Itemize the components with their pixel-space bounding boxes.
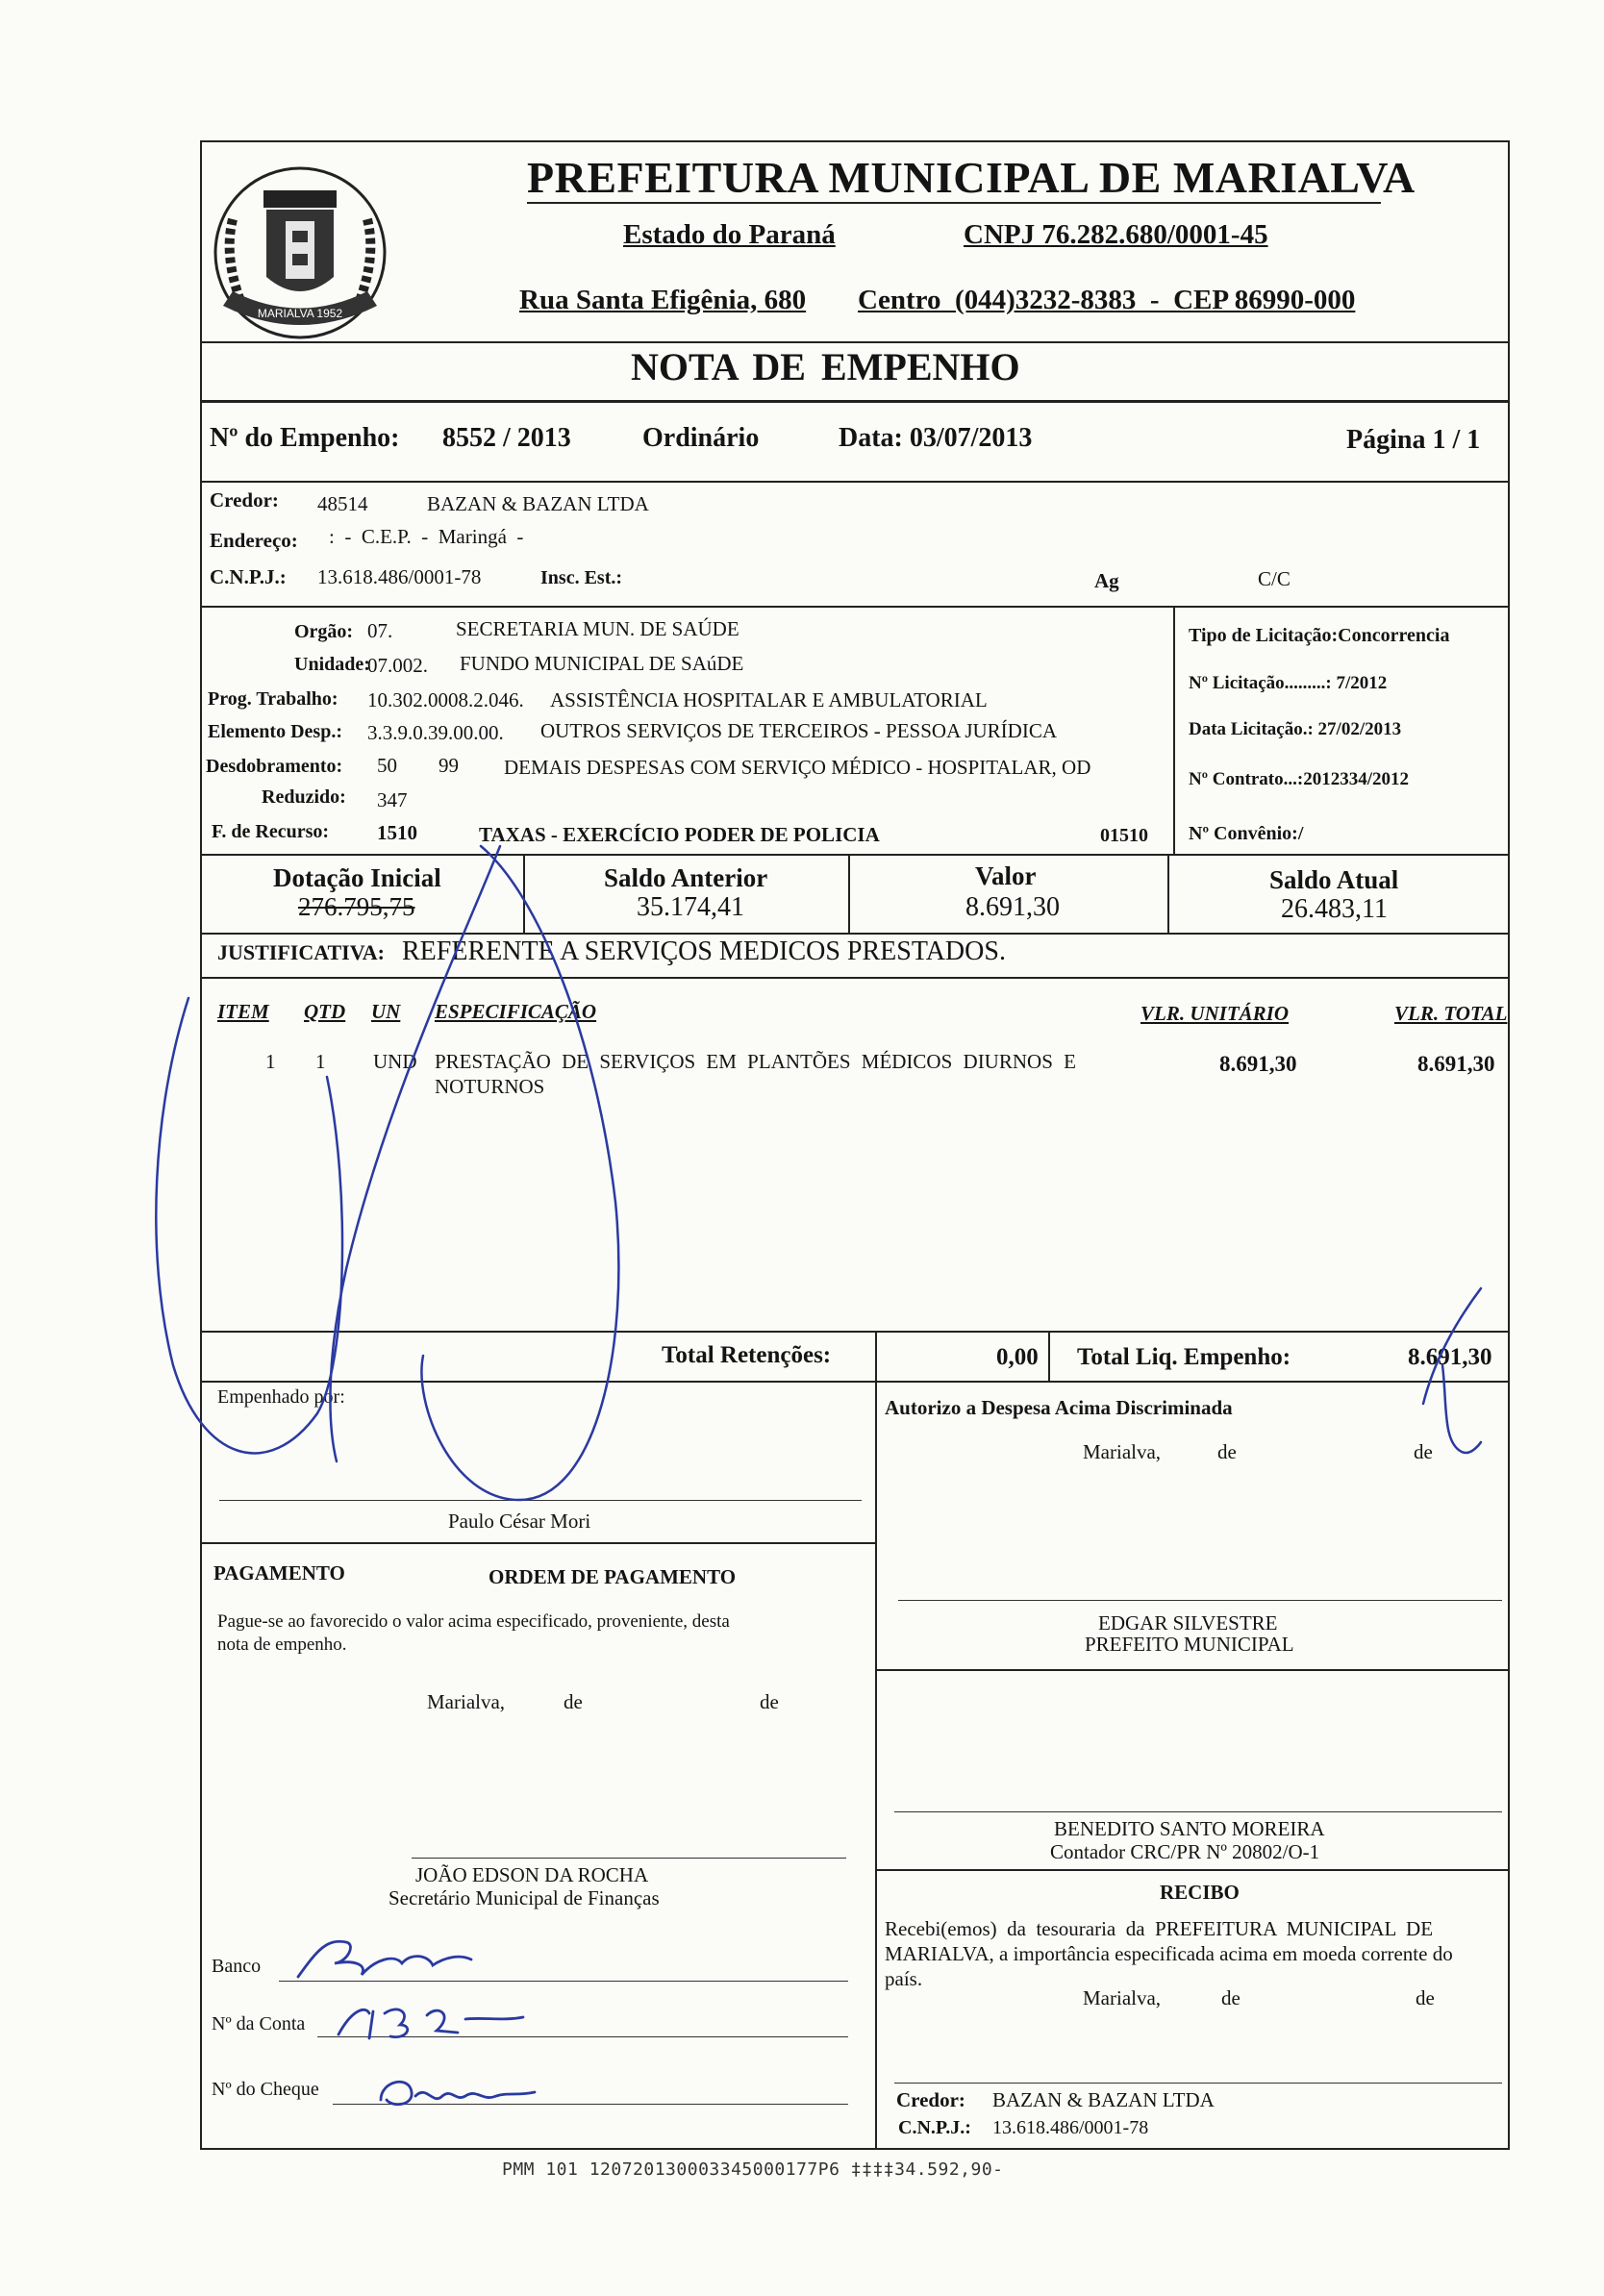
retencoes-label: Total Retenções: <box>662 1342 832 1368</box>
prog-value: 10.302.0008.2.046. <box>367 688 524 711</box>
divider <box>848 854 850 933</box>
signature-line <box>894 1811 1502 1812</box>
col-valor-total: VLR. TOTAL <box>1394 1002 1508 1025</box>
cheque-label: Nº do Cheque <box>212 2079 319 2100</box>
saldo-anterior-label: Saldo Anterior <box>604 863 768 892</box>
credor-name: BAZAN & BAZAN LTDA <box>427 492 649 515</box>
recibo-de-2: de <box>1416 1986 1435 2009</box>
row-item: 1 <box>265 1050 276 1073</box>
signature-line <box>894 2083 1502 2084</box>
liquido-label: Total Liq. Empenho: <box>1077 1344 1291 1370</box>
page-number: Página 1 / 1 <box>1346 425 1481 455</box>
elemento-label: Elemento Desp.: <box>208 721 342 742</box>
recurso-code: 01510 <box>1100 825 1148 846</box>
justificativa-text: REFERENTE A SERVIÇOS MEDICOS PRESTADOS. <box>402 936 1006 966</box>
conta-handwriting <box>331 1992 562 2046</box>
recibo-de-1: de <box>1221 1986 1241 2009</box>
endereco-label: Endereço: <box>210 529 298 552</box>
col-item: ITEM <box>217 1000 269 1023</box>
divider <box>875 1669 1510 1671</box>
elemento-desc: OUTROS SERVIÇOS DE TERCEIROS - PESSOA JURÍDICA <box>540 719 1058 742</box>
divider <box>1167 854 1169 933</box>
orgao-label: Orgão: <box>294 621 354 642</box>
autorizo-place: Marialva, <box>1083 1440 1162 1463</box>
divider <box>200 400 1510 403</box>
divider <box>200 933 1510 935</box>
pagamento-de-1: de <box>564 1690 583 1713</box>
recibo-cnpj: 13.618.486/0001-78 <box>992 2117 1149 2138</box>
divider <box>875 1381 877 1542</box>
doc-title: NOTA DE EMPENHO <box>631 345 1020 388</box>
divider <box>875 1542 877 2150</box>
row-valor-unitario: 8.691,30 <box>1219 1052 1297 1076</box>
retencoes-value: 0,00 <box>996 1344 1039 1370</box>
saldo-atual-value: 26.483,11 <box>1281 894 1388 924</box>
seal-text: MARIALVA 1952 <box>257 307 343 320</box>
conta-label: Nº da Conta <box>212 2013 306 2034</box>
recurso-desc: TAXAS - EXERCÍCIO PODER DE POLICIA <box>479 823 880 846</box>
numero-licitacao: Nº Licitação.........: 7/2012 <box>1189 673 1388 693</box>
prog-label: Prog. Trabalho: <box>208 688 338 710</box>
secretario-role: Secretário Municipal de Finanças <box>388 1886 660 1909</box>
divider <box>200 1542 875 1544</box>
autorizo-de-1: de <box>1217 1440 1237 1463</box>
orgao-value: 07. <box>367 619 393 642</box>
pagamento-text-2: nota de empenho. <box>217 1635 347 1655</box>
prefeito-role: PREFEITO MUNICIPAL <box>1085 1633 1294 1656</box>
address-rest: Centro (044)3232-8383 - CEP 86990-000 <box>858 285 1356 315</box>
divider <box>200 481 1510 483</box>
recibo-title: RECIBO <box>1160 1881 1240 1904</box>
divider <box>875 1331 877 1381</box>
row-valor-total: 8.691,30 <box>1417 1052 1495 1076</box>
recibo-text-3: país. <box>885 1967 923 1990</box>
recibo-text-1: Recebi(emos) da tesouraria da PREFEITURA MUNICIPAL DE <box>885 1917 1434 1940</box>
recibo-place: Marialva, <box>1083 1986 1162 2009</box>
divider <box>523 854 525 933</box>
divider <box>200 341 1510 343</box>
divider <box>1048 1331 1050 1381</box>
data-licitacao: Data Licitação.: 27/02/2013 <box>1189 719 1402 739</box>
cnpj-header: CNPJ 76.282.680/0001-45 <box>964 219 1268 250</box>
cheque-handwriting <box>371 2067 564 2115</box>
elemento-value: 3.3.9.0.39.00.00. <box>367 721 504 744</box>
recibo-text-2: MARIALVA, a importância especificada acima em moeda corrente do <box>885 1942 1453 1965</box>
desdobramento-label: Desdobramento: <box>206 756 343 777</box>
coat-of-arms-seal <box>204 162 396 344</box>
empenho-date: Data: 03/07/2013 <box>839 423 1033 453</box>
dotacao-value: 276.795,75 <box>298 892 415 921</box>
credor-cnpj: 13.618.486/0001-78 <box>317 565 482 588</box>
endereco-value: : - C.E.P. - Maringá - <box>329 525 524 548</box>
municipality-title: PREFEITURA MUNICIPAL DE MARIALVA <box>527 153 1416 202</box>
row-especificacao-1: PRESTAÇÃO DE SERVIÇOS EM PLANTÕES MÉDICOS DIURNOS E <box>435 1050 1076 1073</box>
contador-name: BENEDITO SANTO MOREIRA <box>1054 1817 1325 1840</box>
numero-contrato: Nº Contrato...:2012334/2012 <box>1189 769 1409 789</box>
col-un: UN <box>371 1000 401 1023</box>
dotacao-label: Dotação Inicial <box>273 863 441 892</box>
signature-line <box>219 1500 862 1501</box>
desdobramento-desc: DEMAIS DESPESAS COM SERVIÇO MÉDICO - HOSPITALAR, OD <box>504 756 1091 779</box>
col-qtd: QTD <box>304 1000 346 1023</box>
prog-desc: ASSISTÊNCIA HOSPITALAR E AMBULATORIAL <box>550 688 988 711</box>
pagamento-de-2: de <box>760 1690 779 1713</box>
ordem-pagamento: ORDEM DE PAGAMENTO <box>489 1565 737 1588</box>
divider <box>200 606 1510 608</box>
pagamento-text-1: Pague-se ao favorecido o valor acima especificado, proveniente, desta <box>217 1611 730 1632</box>
recurso-value: 1510 <box>377 821 417 844</box>
state-label: Estado do Paraná <box>623 219 836 250</box>
cnpj-label: C.N.P.J.: <box>210 565 287 588</box>
insc-est-label: Insc. Est.: <box>540 567 623 588</box>
divider <box>200 977 1510 979</box>
empenhado-label: Empenhado por: <box>217 1386 345 1408</box>
saldo-atual-label: Saldo Atual <box>1269 865 1399 894</box>
numero-convenio: Nº Convênio:/ <box>1189 823 1304 844</box>
title-underline <box>527 202 1381 204</box>
banco-label: Banco <box>212 1956 262 1977</box>
signature-line <box>412 1858 846 1859</box>
prefeito-name: EDGAR SILVESTRE <box>1098 1611 1278 1635</box>
valor-label: Valor <box>975 861 1037 890</box>
desdobramento-b: 99 <box>439 754 459 777</box>
recurso-label: F. de Recurso: <box>212 821 330 842</box>
saldo-anterior-value: 35.174,41 <box>637 892 744 922</box>
valor-value: 8.691,30 <box>965 892 1060 922</box>
liquido-value: 8.691,30 <box>1408 1344 1492 1370</box>
divider <box>200 854 1510 856</box>
unidade-label: Unidade: <box>294 654 370 675</box>
ag-label: Ag <box>1094 569 1119 592</box>
recibo-credor-label: Credor: <box>896 2088 965 2111</box>
desdobramento-a: 50 <box>377 754 397 777</box>
unidade-desc: FUNDO MUNICIPAL DE SAúDE <box>460 652 744 675</box>
autorizo-de-2: de <box>1414 1440 1433 1463</box>
justificativa-label: JUSTIFICATIVA: <box>217 940 386 964</box>
tipo-licitacao: Tipo de Licitação:Concorrencia <box>1189 625 1450 646</box>
reduzido-label: Reduzido: <box>262 786 346 808</box>
orgao-desc: SECRETARIA MUN. DE SAÚDE <box>456 617 739 640</box>
row-especificacao-2: NOTURNOS <box>435 1075 545 1098</box>
cc-label: C/C <box>1258 567 1291 590</box>
street-address: Rua Santa Efigênia, 680 <box>519 285 807 315</box>
divider <box>1173 606 1175 854</box>
divider <box>200 1381 1510 1383</box>
footer-stamp: PMM 101 120720130003345000177P6 ‡‡‡‡34.592,90- <box>502 2159 1004 2180</box>
divider <box>200 1331 1510 1333</box>
pagamento-title: PAGAMENTO <box>213 1561 345 1585</box>
row-un: UND <box>373 1050 417 1073</box>
autorizo-title: Autorizo a Despesa Acima Discriminada <box>885 1396 1233 1419</box>
reduzido-value: 347 <box>377 788 408 811</box>
col-especificacao: ESPECIFICAÇÃO <box>435 1000 597 1023</box>
empenho-number: 8552 / 2013 <box>442 423 571 453</box>
recibo-cnpj-label: C.N.P.J.: <box>898 2117 971 2138</box>
col-valor-unitario: VLR. UNITÁRIO <box>1140 1002 1290 1025</box>
signature-line <box>898 1600 1502 1601</box>
divider <box>875 1869 1510 1871</box>
recibo-credor: BAZAN & BAZAN LTDA <box>992 2088 1215 2111</box>
pagamento-place: Marialva, <box>427 1690 506 1713</box>
banco-handwriting <box>288 1931 519 1984</box>
empenho-label: Nº do Empenho: <box>210 423 400 453</box>
empenhado-signer: Paulo César Mori <box>448 1510 591 1533</box>
row-qtd: 1 <box>315 1050 326 1073</box>
credor-code: 48514 <box>317 492 368 515</box>
secretario-name: JOÃO EDSON DA ROCHA <box>415 1863 649 1886</box>
empenho-type: Ordinário <box>642 423 760 453</box>
contador-role: Contador CRC/PR Nº 20802/O-1 <box>1050 1840 1320 1863</box>
unidade-value: 07.002. <box>367 654 428 677</box>
credor-label: Credor: <box>210 488 279 512</box>
